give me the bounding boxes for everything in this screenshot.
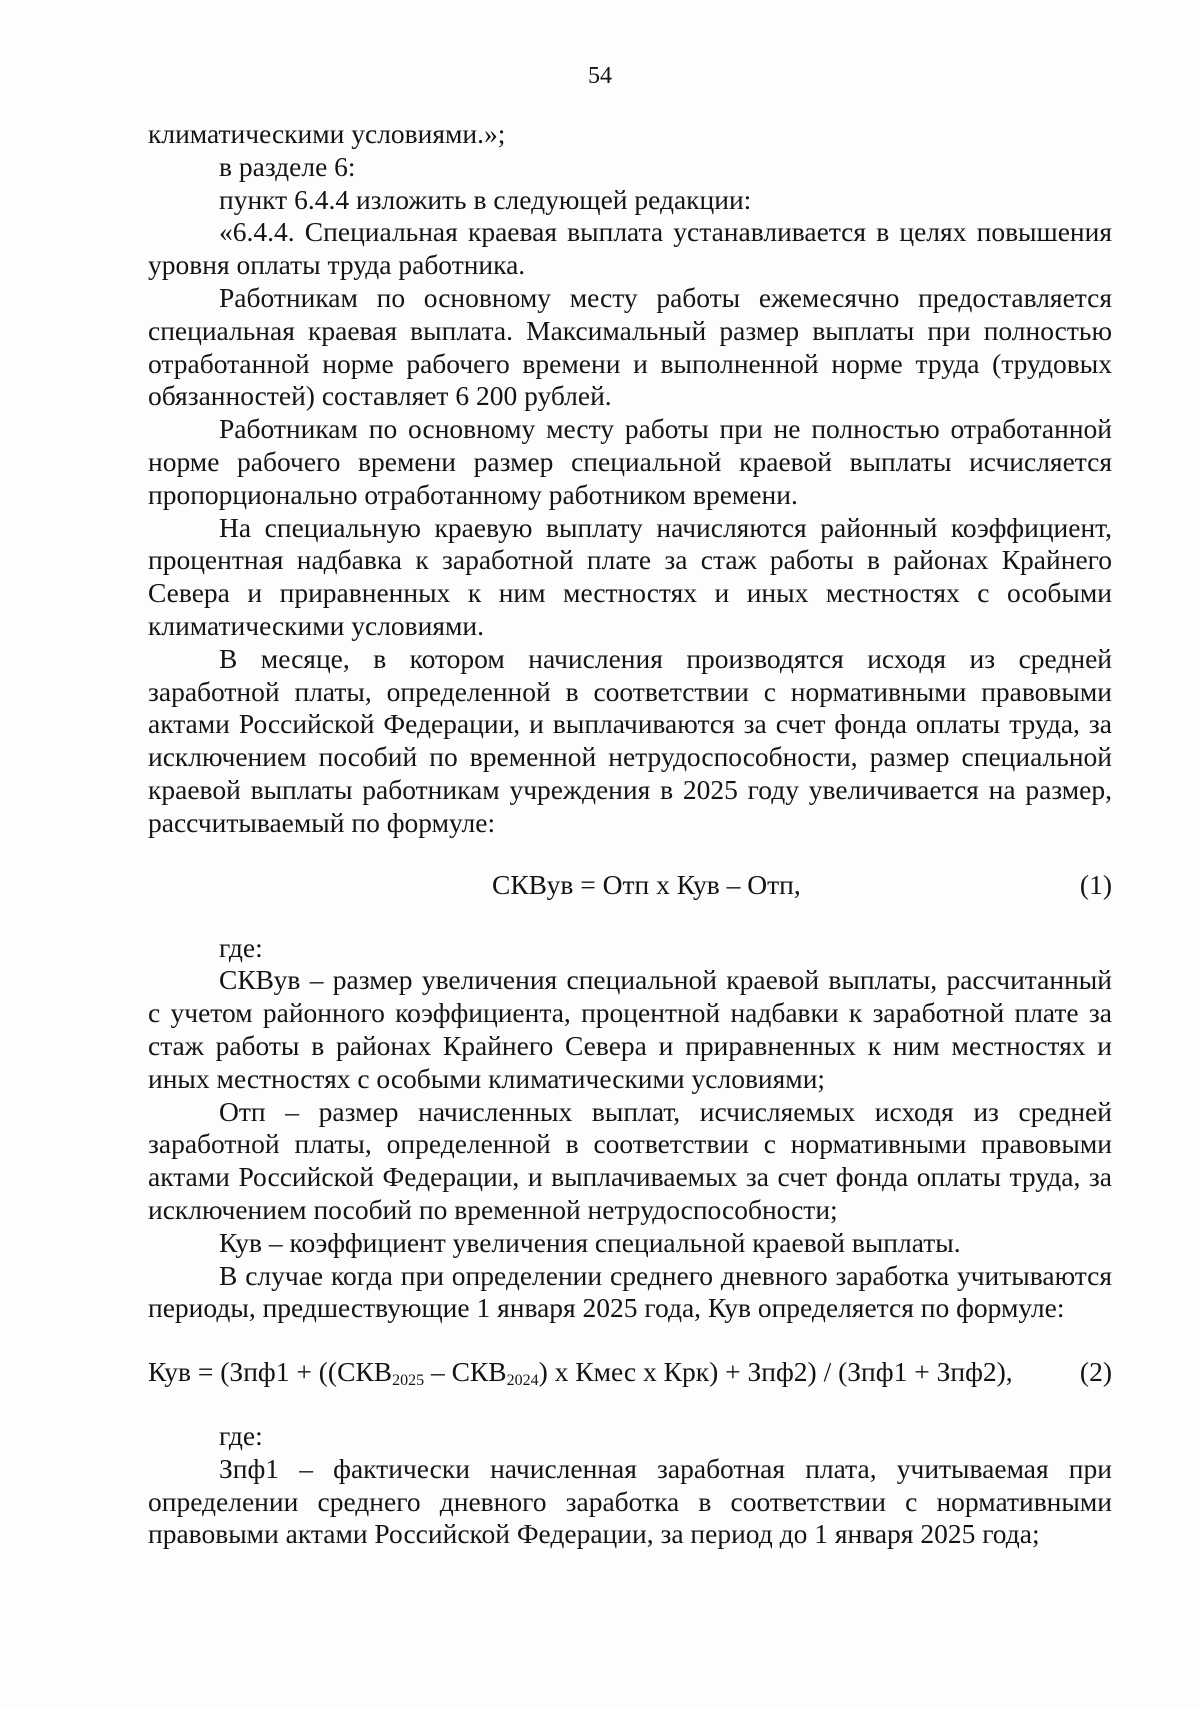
paragraph: Зпф1 – фактически начисленная заработная плата, учитываемая при определении среднего дневного заработка в соответствии с нормативными правовыми актами Российской Федерации, за период до 1 января 2025 года;: [148, 1452, 1112, 1550]
formula-1: [148, 869, 1112, 902]
formula-expression: Кув = ($Зпф1 + ((СКВ_{2025} - СКВ_{2024})$ х Кмес х Крк) + Зпф2) / (Зпф1 + Зпф2),: [148, 1356, 1013, 1390]
paragraph: В случае когда при определении среднего дневного заработка учитываются периоды, предшествующие 1 января 2025 года, Кув определяется по формуле:: [148, 1259, 1112, 1324]
paragraph: где:: [219, 931, 263, 963]
paragraph: На специальную краевую выплату начисляются районный коэффициент, процентная надбавка к заработной плате за стаж работы в районах Крайнего Севера и приравненных к ним местностях и иных местностях с особыми климатическими условиями.: [148, 511, 1112, 641]
paragraph: Работникам по основному месту работы ежемесячно предоставляется специальная краевая выплата. Максимальный размер выплаты при полностью отработанной норме рабочего времени и выполненной норме труда (трудовых обязанностей) составляет 6 200 рублей.: [148, 281, 1112, 412]
paragraph: где:: [219, 1420, 263, 1452]
paragraph: климатическими условиями.»;: [148, 118, 506, 149]
paragraph: в разделе 6:: [219, 150, 356, 182]
paragraph: Кув – коэффициент увеличения специальной краевой выплаты.: [219, 1226, 961, 1258]
paragraph: пункт 6.4.4 изложить в следующей редакции:: [219, 183, 752, 215]
formula-expression: СКВув = Отп х Кув – Отп,: [492, 868, 801, 900]
formula-number: (1): [1079, 868, 1112, 900]
paragraph: В месяце, в котором начисления производятся исходя из средней заработной платы, определенной в соответствии с нормативными правовыми актами Российской Федерации, и выплачиваются за счет фонда оплаты труда, за исключением пособий по временной нетрудоспособности, размер специальной краевой выплаты работникам учреждения в 2025 году увеличивается на размер, рассчитываемый по формуле:: [148, 642, 1112, 838]
formula-number: (2): [1079, 1356, 1112, 1388]
paragraph: Отп – размер начисленных выплат, исчисляемых исходя из средней заработной платы, определенной в соответствии с нормативными правовыми актами Российской Федерации, и выплачиваемых за счет фонда оплаты труда, за исключением пособий по временной нетрудоспособности;: [148, 1095, 1112, 1225]
paragraph: «6.4.4. Специальная краевая выплата устанавливается в целях повышения уровня оплаты труда работника.: [148, 216, 1112, 281]
formula-2: [148, 1356, 1112, 1389]
paragraph: Работникам по основному месту работы при не полностью отработанной норме рабочего времени размер специальной краевой выплаты исчисляется пропорционально отработанному работником времени.: [148, 413, 1112, 510]
paragraph: СКВув – размер увеличения специальной краевой выплаты, рассчитанный с учетом районного коэффициента, процентной надбавки к заработной плате за стаж работы в районах Крайнего Севера и приравненных к ним местностях и иных местностях с особыми климатическими условиями;: [148, 964, 1112, 1094]
document-body: [148, 118, 1112, 1551]
page-number: 54: [588, 63, 612, 89]
